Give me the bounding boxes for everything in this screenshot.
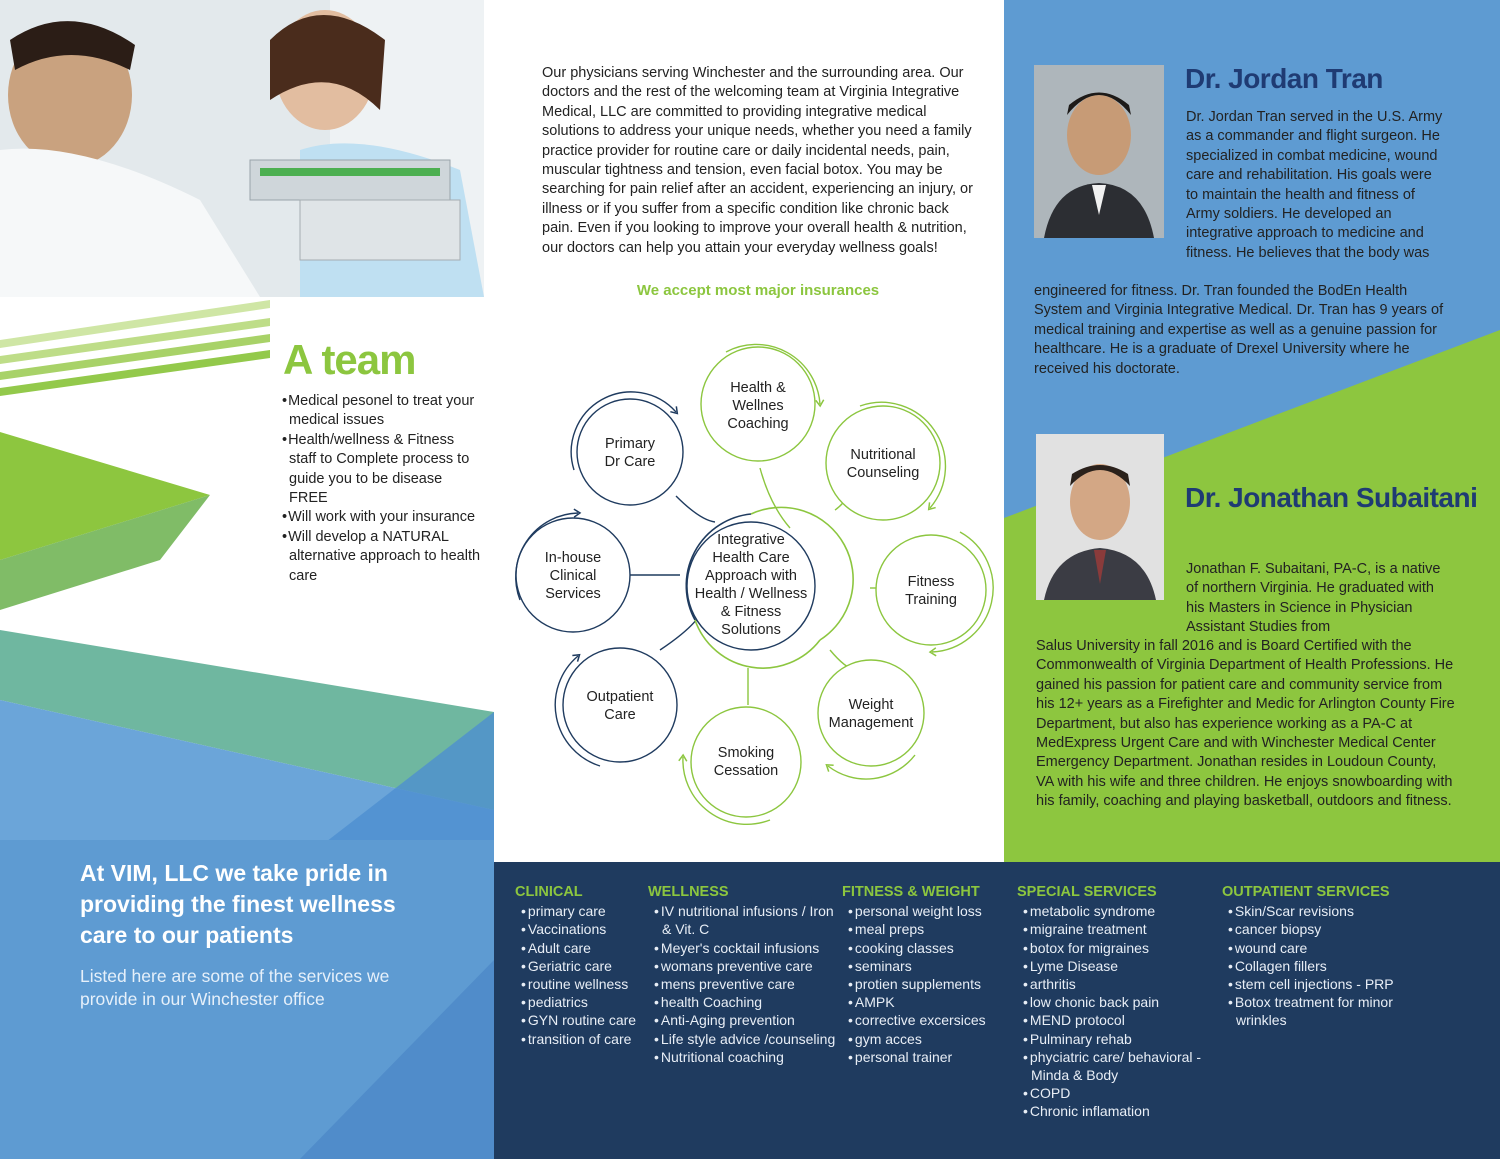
- service-item: • pediatrics: [515, 993, 645, 1011]
- services-heading: OUTPATIENT SERVICES: [1222, 884, 1390, 900]
- services-list: [842, 902, 1012, 1066]
- service-item: • phyciatric care/ behavioral - Minda & Body: [1017, 1048, 1217, 1084]
- service-item: • Life style advice /counseling: [648, 1030, 838, 1048]
- node-label: Wellnes: [732, 398, 784, 414]
- services-heading: CLINICAL: [515, 884, 583, 900]
- insurance-note: We accept most major insurances: [636, 282, 880, 299]
- node-label: Clinical: [549, 568, 597, 584]
- services-list: [515, 902, 645, 1048]
- team-item: • Health/wellness & Fitness staff to Complete process to guide you to be disease FREE: [282, 431, 482, 509]
- service-item: • Collagen fillers: [1222, 957, 1412, 975]
- service-item: • transition of care: [515, 1030, 645, 1048]
- node-label: Management: [828, 715, 914, 731]
- team-item: • Will develop a NATURAL alternative approach to health care: [282, 528, 482, 586]
- service-item: • protien supplements: [842, 975, 1012, 993]
- services-list: [648, 902, 838, 1066]
- services-clinical: [515, 883, 645, 1048]
- service-item: • arthritis: [1017, 975, 1217, 993]
- service-item: • Pulminary rehab: [1017, 1030, 1217, 1048]
- node-label: Care: [604, 707, 636, 723]
- center-node: [686, 507, 853, 668]
- node-label: Outpatient: [586, 689, 654, 705]
- service-item: • AMPK: [842, 993, 1012, 1011]
- bio-jonathan-subaitani-bottom: Salus University in fall 2016 and is Board Certified with the Commonwealth of Virginia Department of Health Professions. He gained his passion for patient care and community service from his 12+ years as a Firefighter and Medic for Arlington County Fire Department, but also has experience working as a PA-C at MedExpress Urgent Care and with Winchester Medical Center Emergency Department. Jonathan resides in Loudoun County, VA with his wife and three children. He enjoys snowboarding with his family, coaching and playing basketball, outdoors and fitness.: [1036, 638, 1455, 810]
- services-list: [1222, 902, 1412, 1029]
- node-outpatient-care: [555, 648, 677, 766]
- hero-photo-illustration: [0, 0, 484, 297]
- pride-statement: At VIM, LLC we take pride in providing the finest wellness care to our patients: [80, 860, 396, 948]
- center-line: Approach with: [705, 568, 797, 584]
- service-item: • botox for migraines: [1017, 939, 1217, 957]
- service-item: • MEND protocol: [1017, 1011, 1217, 1029]
- node-nutritional-counseling: [826, 402, 945, 520]
- bio-jonathan-subaitani-top: Jonathan F. Subaitani, PA-C, is a native of northern Virginia. He graduated with his Masters in Science in Physician Assistant Studies from: [1186, 561, 1441, 636]
- services-intro: Listed here are some of the services we provide in our Winchester office: [80, 966, 390, 1009]
- promo-block: [80, 858, 480, 1011]
- service-item: • migraine treatment: [1017, 920, 1217, 938]
- care-diagram: [494, 340, 1004, 860]
- center-line: & Fitness: [720, 604, 782, 620]
- service-item: • meal preps: [842, 920, 1012, 938]
- service-item: • metabolic syndrome: [1017, 902, 1217, 920]
- team-item: • Medical pesonel to treat your medical issues: [282, 392, 482, 431]
- service-item: • Chronic inflamation: [1017, 1102, 1217, 1120]
- node-label: Primary: [605, 436, 655, 452]
- team-title: A team: [283, 336, 416, 383]
- services-outpatient: [1222, 883, 1412, 1030]
- service-item: • IV nutritional infusions / Iron & Vit. C: [648, 902, 838, 938]
- node-fitness-training: [876, 532, 993, 652]
- intro-paragraph: Our physicians serving Winchester and the surrounding area. Our doctors and the rest of the welcoming team at Virginia Integrative Medical, LLC are committed to providing integrative medical solutions to address your unique needs, whether you need a family practice provider for routine care or daily incidental needs, pain, muscular tightness and tension, even facial botox. You may be searching for pain relief after an accident, experiencing an injury, or illness or if you suffer from a specific condition like chronic back pain. Even if you looking to improve your overall health & nutrition, our doctors can help you attain your everyday wellness goals!: [542, 65, 973, 256]
- services-fitness-weight: [842, 883, 1012, 1066]
- node-smoking-cessation: [683, 707, 801, 824]
- service-item: • womans preventive care: [648, 957, 838, 975]
- node-label: Weight: [848, 697, 894, 713]
- node-weight-management: [818, 660, 924, 779]
- services-heading: FITNESS & WEIGHT: [842, 884, 980, 900]
- service-item: • Lyme Disease: [1017, 957, 1217, 975]
- service-item: • Skin/Scar revisions: [1222, 902, 1412, 920]
- service-item: • gym acces: [842, 1030, 1012, 1048]
- portrait-illustration: [1036, 434, 1164, 600]
- service-item: • personal weight loss: [842, 902, 1012, 920]
- node-label: Coaching: [727, 416, 789, 432]
- portrait-illustration: [1034, 65, 1164, 238]
- service-item: • Vaccinations: [515, 920, 645, 938]
- services-wellness: [648, 883, 838, 1066]
- service-item: • COPD: [1017, 1084, 1217, 1102]
- team-item: • Will work with your insurance: [282, 508, 482, 527]
- node-label: Fitness: [907, 574, 955, 590]
- service-item: • stem cell injections - PRP: [1222, 975, 1412, 993]
- service-item: • wound care: [1222, 939, 1412, 957]
- node-label: Smoking: [717, 745, 775, 761]
- node-label: Nutritional: [850, 447, 916, 463]
- node-health-wellnes-coaching: [701, 344, 820, 461]
- node-label: Dr Care: [604, 454, 656, 470]
- center-line: Health / Wellness: [694, 586, 808, 602]
- center-line: Solutions: [721, 622, 781, 638]
- node-inhouse-clinical: [516, 513, 630, 632]
- service-item: • primary care: [515, 902, 645, 920]
- services-heading: WELLNESS: [648, 884, 729, 900]
- center-line: Integrative: [717, 532, 785, 548]
- service-item: • Geriatric care: [515, 957, 645, 975]
- service-item: • cooking classes: [842, 939, 1012, 957]
- node-label: Counseling: [846, 465, 920, 481]
- name-jonathan-subaitani: Dr. Jonathan Subaitani: [1185, 482, 1478, 513]
- photo-jordan-tran: [1034, 65, 1164, 238]
- node-label: Cessation: [713, 763, 779, 779]
- service-item: • personal trainer: [842, 1048, 1012, 1066]
- photo-jonathan-subaitani: [1036, 434, 1164, 600]
- node-label: Training: [905, 592, 957, 608]
- node-label: Health &: [730, 380, 786, 396]
- team-list: [282, 392, 482, 586]
- services-list: [1017, 902, 1217, 1120]
- service-item: • cancer biopsy: [1222, 920, 1412, 938]
- service-item: • Adult care: [515, 939, 645, 957]
- service-item: • health Coaching: [648, 993, 838, 1011]
- services-special: [1017, 883, 1217, 1121]
- node-label: Services: [545, 586, 601, 602]
- node-primary-care: [571, 392, 683, 505]
- service-item: • Anti-Aging prevention: [648, 1011, 838, 1029]
- center-line: Health Care: [712, 550, 790, 566]
- service-item: • corrective excersices: [842, 1011, 1012, 1029]
- bio-jordan-tran-bottom: engineered for fitness. Dr. Tran founded the BodEn Health System and Virginia Integrative Medical. Dr. Tran has 9 years of medical training and expertise as well as a genuine passion for healthcare. He is a graduate of Drexel University where he received his doctorate.: [1034, 283, 1444, 377]
- name-jordan-tran: Dr. Jordan Tran: [1185, 63, 1383, 94]
- service-item: • routine wellness: [515, 975, 645, 993]
- service-item: • seminars: [842, 957, 1012, 975]
- bio-jordan-tran-top: Dr. Jordan Tran served in the U.S. Army as a commander and flight surgeon. He specialized in combat medicine, wound care and rehabilitation. His goals were to maintain the health and fitness of Army soldiers. He developed an integrative approach to medicine and fitness. He believes that the body was: [1186, 109, 1443, 261]
- node-label: In-house: [544, 550, 602, 566]
- service-item: • Meyer's cocktail infusions: [648, 939, 838, 957]
- service-item: • Nutritional coaching: [648, 1048, 838, 1066]
- hero-photo: [0, 0, 484, 297]
- services-heading: SPECIAL SERVICES: [1017, 884, 1157, 900]
- service-item: • mens preventive care: [648, 975, 838, 993]
- service-item: • GYN routine care: [515, 1011, 645, 1029]
- service-item: • Botox treatment for minor wrinkles: [1222, 993, 1412, 1029]
- service-item: • low chonic back pain: [1017, 993, 1217, 1011]
